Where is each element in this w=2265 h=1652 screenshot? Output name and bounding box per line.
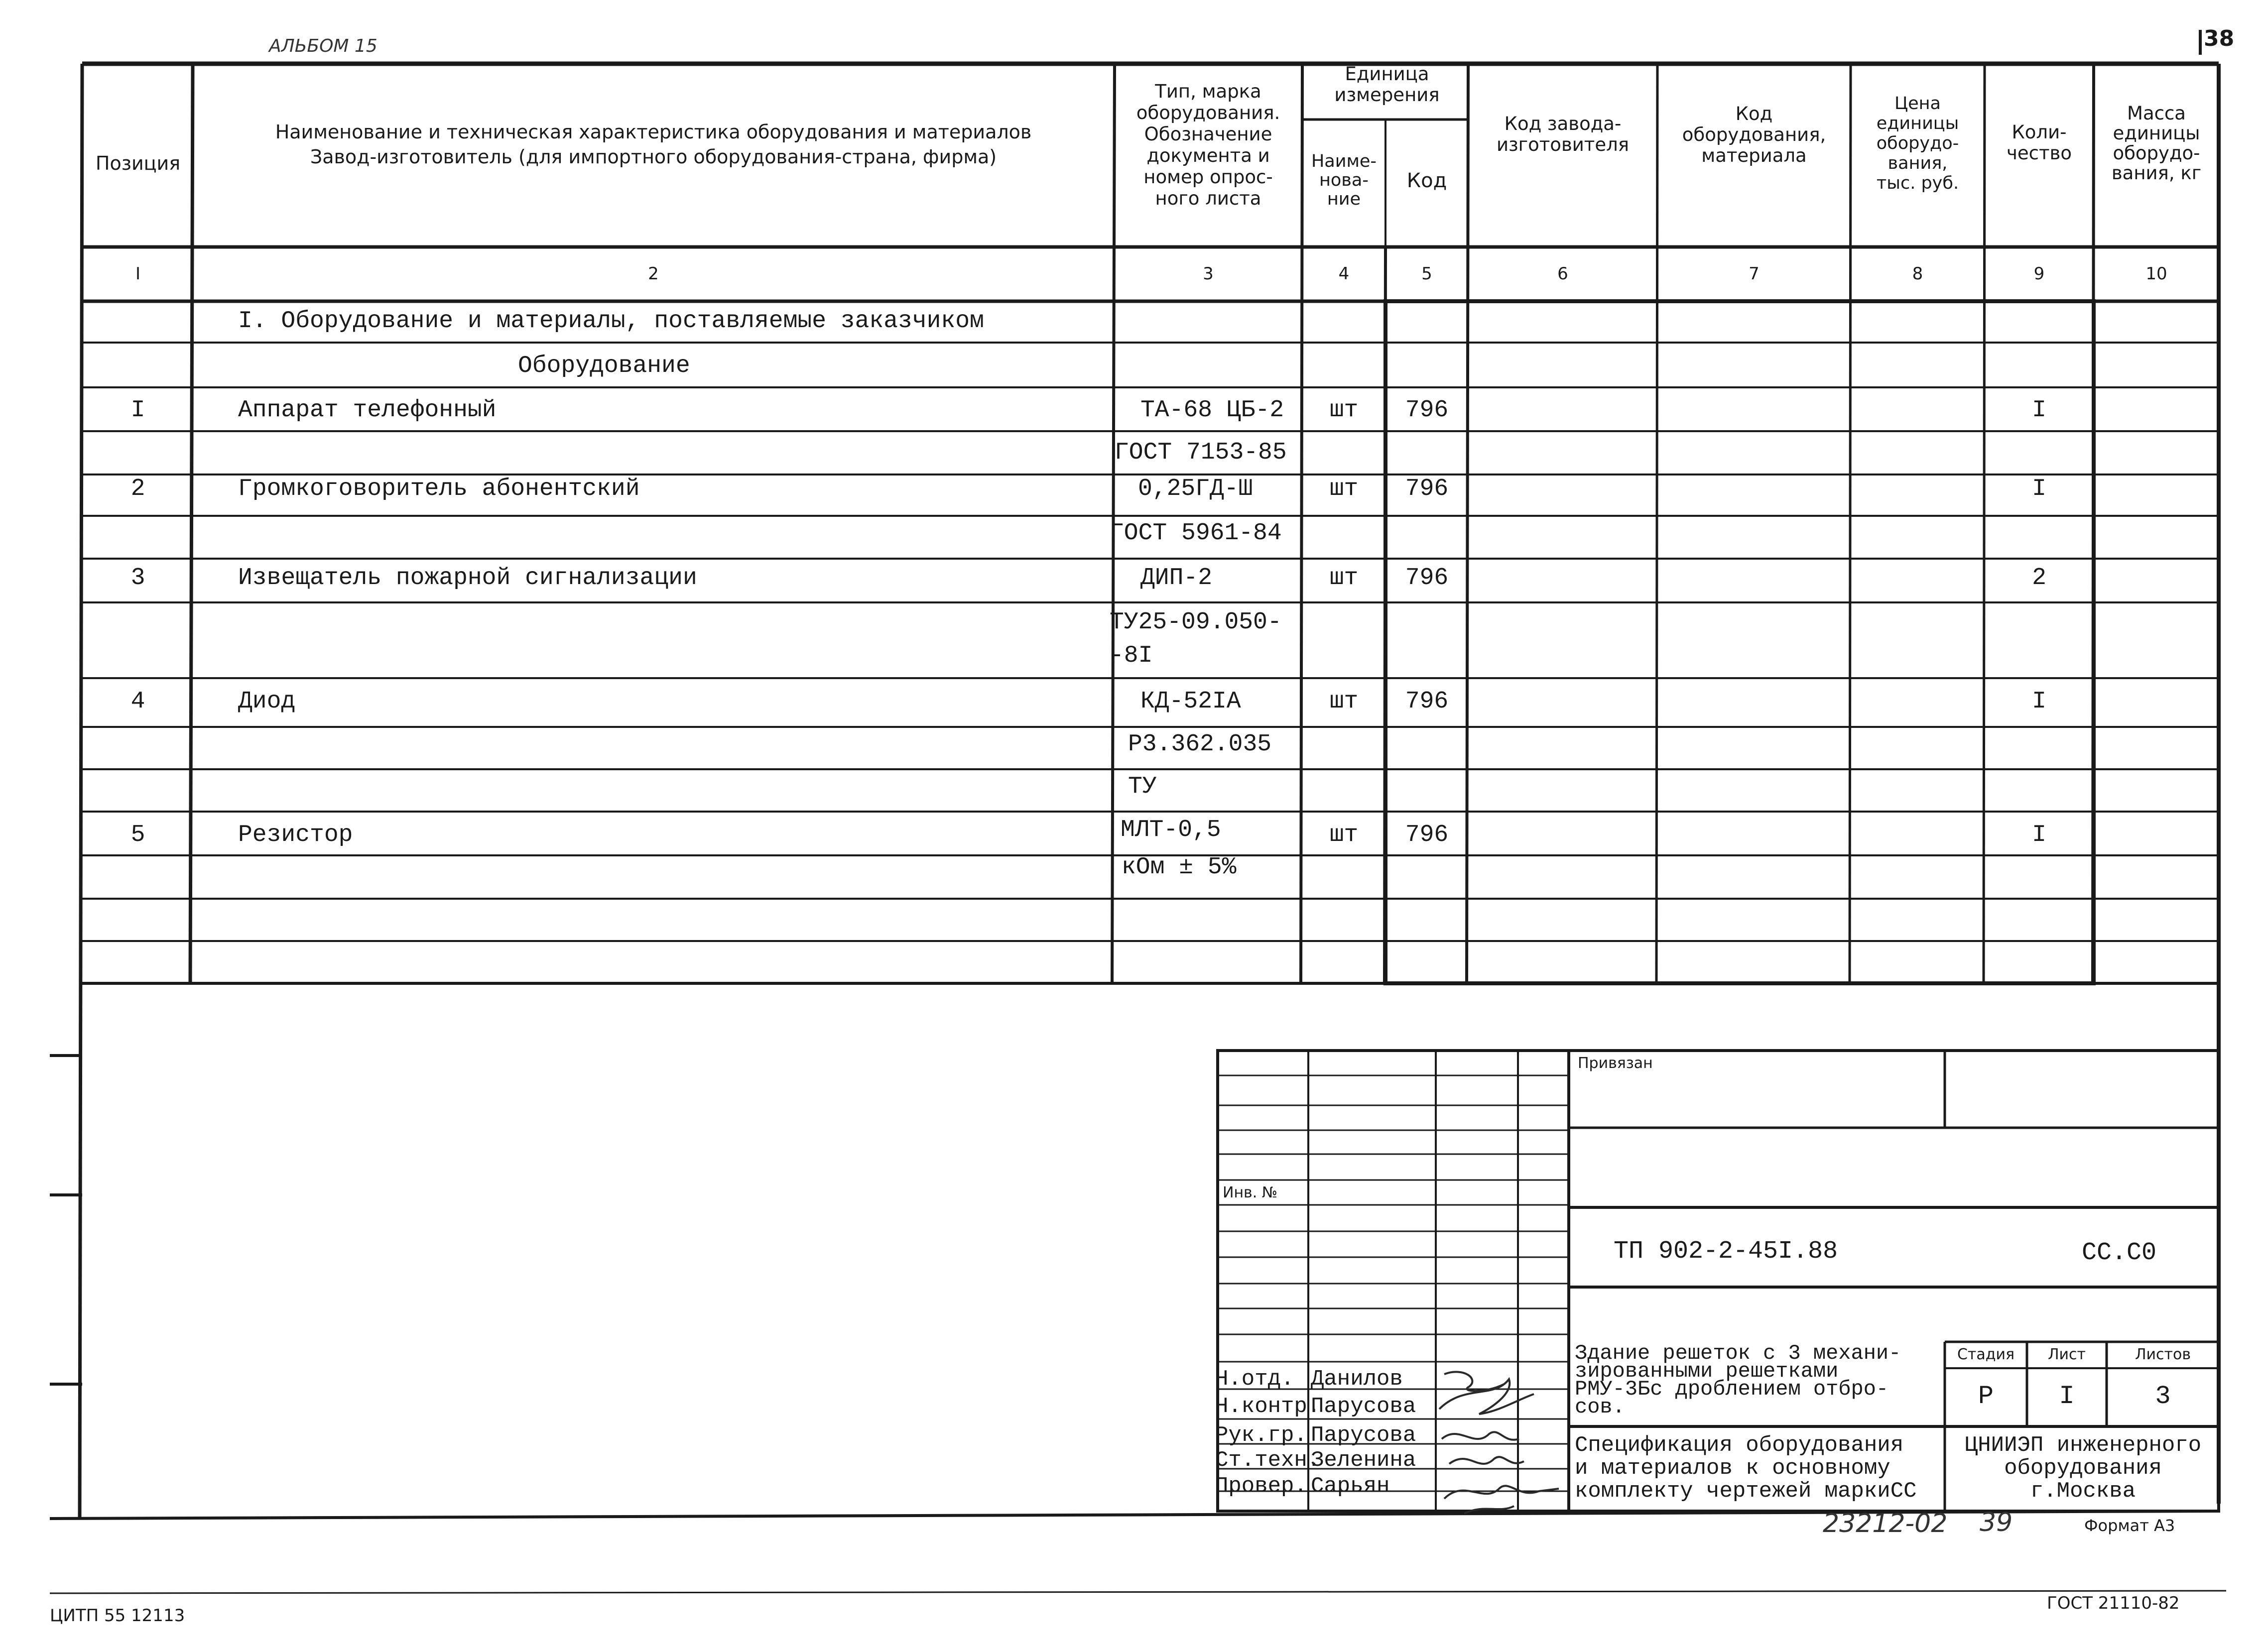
table-row-name: Диод bbox=[238, 688, 296, 715]
signer-name: Парусова bbox=[1311, 1423, 1416, 1448]
table-row-code: 796 bbox=[1405, 822, 1449, 848]
header-equipment-code-l3: материала bbox=[1701, 145, 1807, 166]
gost-code: ГОСТ 21110-82 bbox=[2047, 1593, 2180, 1613]
header-name bbox=[195, 119, 1112, 169]
header-type-l5: номер опрос- bbox=[1143, 166, 1273, 188]
colnum-7: 7 bbox=[1749, 264, 1760, 284]
header-unit-name-l2: нова- bbox=[1319, 170, 1369, 190]
stage-label: Стадия bbox=[1957, 1346, 2015, 1363]
signer-name: Парусова bbox=[1311, 1394, 1416, 1419]
table-row-name: Громкоговоритель абонентский bbox=[238, 475, 640, 502]
signer-name: Зеленина bbox=[1311, 1448, 1416, 1473]
table-row-code: 796 bbox=[1405, 688, 1449, 715]
left-code: ЦИТП 55 12113 bbox=[50, 1606, 185, 1626]
table-row-unit: шт bbox=[1329, 565, 1359, 591]
header-mass-l4: вания, кг bbox=[2111, 162, 2202, 184]
table-row-pos: 5 bbox=[130, 822, 145, 848]
colnum-4: 4 bbox=[1338, 264, 1350, 284]
table-row-pos: 3 bbox=[130, 565, 145, 591]
colnum-2: 2 bbox=[648, 264, 659, 284]
page-mark: 38 bbox=[2204, 26, 2235, 51]
organization-l1: ЦНИИЭП инженерного bbox=[1964, 1433, 2202, 1458]
object-name-l3: РМУ-3Бс дроблением отбро- bbox=[1575, 1377, 1889, 1401]
album-label: АЛЬБОМ 15 bbox=[269, 36, 378, 56]
header-price-l5: тыс. руб. bbox=[1876, 173, 1959, 193]
header-equipment-code bbox=[1658, 104, 1850, 166]
colnum-5: 5 bbox=[1421, 264, 1432, 284]
organization-l3: г.Москва bbox=[2030, 1479, 2136, 1504]
signer-name: Данилов bbox=[1311, 1367, 1403, 1392]
table-row-type: ГОСТ 7153-85 bbox=[1115, 439, 1287, 466]
doc-name-l2: и материалов к основному bbox=[1575, 1456, 1890, 1481]
table-row-qty: I bbox=[2032, 397, 2046, 424]
table-row-qty: I bbox=[2032, 822, 2046, 848]
doc-mark: СС.С0 bbox=[2082, 1239, 2157, 1267]
header-factory-code-l2: изготовителя bbox=[1496, 134, 1630, 155]
table-row-pos: I bbox=[130, 397, 145, 424]
sheets-label: Листов bbox=[2135, 1346, 2191, 1363]
stage-value: Р bbox=[1978, 1382, 1994, 1411]
header-quantity bbox=[1986, 122, 2093, 164]
table-row-type: ТА-68 ЦБ-2 bbox=[1140, 397, 1284, 424]
table-row-qty: I bbox=[2032, 688, 2046, 715]
colnum-10: 10 bbox=[2145, 264, 2167, 284]
colnum-9: 9 bbox=[2033, 264, 2045, 284]
table-row-code: 796 bbox=[1405, 397, 1449, 424]
table-row-qty: 2 bbox=[2032, 565, 2046, 591]
signer-role: Ст.техн. bbox=[1215, 1448, 1321, 1473]
doc-name-l1: Спецификация оборудования bbox=[1575, 1433, 1904, 1458]
order-number: 23212-02 bbox=[1823, 1509, 1948, 1538]
header-price-l3: оборудо- bbox=[1876, 133, 1959, 153]
format-label: Формат А3 bbox=[2084, 1516, 2175, 1535]
table-row-name: Аппарат телефонный bbox=[238, 397, 497, 424]
header-quantity-l2: чество bbox=[2007, 142, 2072, 164]
header-type-l3: Обозначение bbox=[1144, 123, 1272, 145]
doc-name bbox=[1575, 1434, 1917, 1503]
table-row-type: КД-52IА bbox=[1140, 688, 1241, 715]
table-row-unit: шт bbox=[1329, 397, 1359, 424]
colnum-6: 6 bbox=[1557, 264, 1568, 284]
table-row-type: Р3.362.035 bbox=[1128, 731, 1272, 758]
subsection-heading: Оборудование bbox=[518, 353, 690, 379]
table-row-unit: шт bbox=[1329, 475, 1359, 502]
table-row-pos: 2 bbox=[130, 475, 145, 502]
inv-no-label: Инв. № bbox=[1223, 1184, 1278, 1201]
header-position: Позиция bbox=[95, 152, 181, 174]
table-row-unit: шт bbox=[1329, 822, 1359, 848]
table-row-name: Резистор bbox=[238, 822, 353, 848]
header-mass-l2: единицы bbox=[2113, 122, 2200, 144]
page-number: 39 bbox=[1980, 1508, 2013, 1537]
table-row-type: -8I bbox=[1110, 642, 1153, 669]
signatures-icon bbox=[1434, 1364, 1574, 1524]
header-type-l1: Тип, марка bbox=[1155, 81, 1261, 102]
signer-name: Сарьян bbox=[1311, 1474, 1390, 1499]
table-row-type: кОм ± 5% bbox=[1122, 854, 1237, 881]
doc-name-l3: комплекту чертежей маркиСС bbox=[1575, 1479, 1917, 1504]
header-price bbox=[1852, 94, 1984, 193]
header-mass bbox=[2095, 104, 2218, 183]
colnum-1: I bbox=[135, 264, 141, 284]
table-row-type: 0,25ГД-Ш bbox=[1138, 475, 1253, 502]
header-type-l4: документа и bbox=[1146, 145, 1270, 166]
header-unit-code: Код bbox=[1406, 169, 1447, 192]
header-unit-name-l1: Наиме- bbox=[1311, 151, 1377, 171]
table-row-type: ГОСТ 5961-84 bbox=[1110, 520, 1282, 547]
table-row-qty: I bbox=[2032, 475, 2046, 502]
table-row-name: Извещатель пожарной сигнализации bbox=[238, 565, 697, 591]
table-row-type: ДИП-2 bbox=[1140, 565, 1213, 591]
privyazan-label: Привязан bbox=[1578, 1055, 1653, 1072]
header-type-l6: ного листа bbox=[1155, 188, 1261, 209]
header-factory-code bbox=[1469, 114, 1656, 155]
header-equipment-code-l1: Код bbox=[1735, 103, 1773, 124]
header-price-l4: вания, bbox=[1888, 153, 1948, 173]
table-row-code: 796 bbox=[1405, 565, 1449, 591]
colnum-8: 8 bbox=[1912, 264, 1923, 284]
header-mass-l3: оборудо- bbox=[2113, 142, 2200, 164]
header-factory-code-l1: Код завода- bbox=[1504, 113, 1622, 134]
header-price-l2: единицы bbox=[1876, 114, 1959, 133]
header-unit-name-l3: ние bbox=[1327, 189, 1361, 209]
object-name-l2: зированными решетками bbox=[1575, 1359, 1839, 1383]
table-row-type: ТУ25-09.050- bbox=[1110, 609, 1282, 636]
table-row-type: МЛТ-0,5 bbox=[1121, 817, 1221, 843]
table-row-code: 796 bbox=[1405, 475, 1449, 502]
organization bbox=[1947, 1434, 2219, 1503]
header-unit-name bbox=[1303, 152, 1384, 209]
object-name-l4: сов. bbox=[1575, 1395, 1625, 1419]
signer-role: Н.контр. bbox=[1215, 1394, 1321, 1419]
sheet-label: Лист bbox=[2047, 1346, 2086, 1363]
signer-role: Н.отд. bbox=[1215, 1367, 1294, 1392]
header-type bbox=[1116, 81, 1301, 209]
header-name-line2: Завод-изготовитель (для импортного оборудования-страна, фирма) bbox=[310, 146, 997, 168]
table-row-type: ТУ bbox=[1128, 773, 1157, 800]
sheet-value: I bbox=[2059, 1382, 2075, 1411]
header-unit-group: Единица измерения bbox=[1334, 63, 1440, 106]
table-row-pos: 4 bbox=[130, 688, 145, 715]
organization-l2: оборудования bbox=[2004, 1456, 2162, 1481]
signer-role: Рук.гр. bbox=[1215, 1423, 1307, 1448]
object-name-l1: Здание решеток с 3 механи- bbox=[1575, 1341, 1901, 1365]
table-row-unit: шт bbox=[1329, 688, 1359, 715]
object-name bbox=[1575, 1341, 1901, 1419]
header-price-l1: Цена bbox=[1894, 94, 1941, 114]
header-name-line1: Наименование и техническая характеристика оборудования и материалов bbox=[275, 121, 1032, 143]
signer-role: Провер. bbox=[1215, 1474, 1307, 1499]
doc-code: ТП 902-2-45I.88 bbox=[1614, 1237, 1838, 1266]
header-mass-l1: Масса bbox=[2127, 103, 2186, 124]
sheets-value: 3 bbox=[2155, 1382, 2171, 1411]
colnum-3: 3 bbox=[1203, 264, 1214, 284]
section-heading: I. Оборудование и материалы, поставляемые заказчиком bbox=[238, 308, 984, 335]
header-quantity-l1: Коли- bbox=[2012, 121, 2067, 143]
header-equipment-code-l2: оборудования, bbox=[1682, 124, 1826, 145]
header-type-l2: оборудования. bbox=[1136, 102, 1280, 123]
